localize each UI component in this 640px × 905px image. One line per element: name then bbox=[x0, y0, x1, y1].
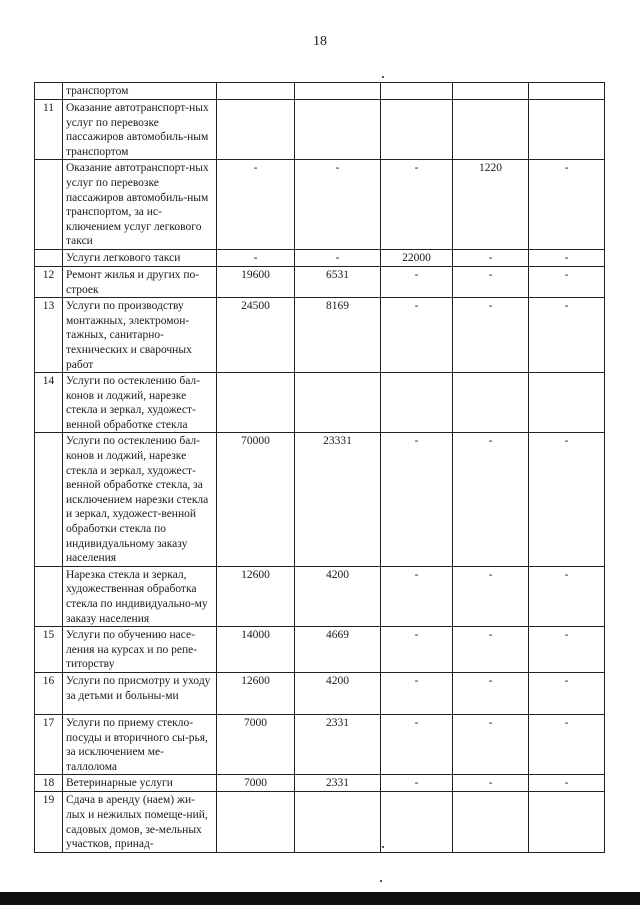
row-number bbox=[35, 83, 63, 100]
value-cell: - bbox=[295, 249, 381, 266]
value-cell: 8169 bbox=[295, 298, 381, 373]
value-cell bbox=[381, 792, 453, 852]
row-number: 16 bbox=[35, 672, 63, 714]
value-cell: 6531 bbox=[295, 266, 381, 297]
table-row bbox=[35, 298, 605, 373]
value-cell: - bbox=[529, 160, 605, 250]
table-row bbox=[35, 249, 605, 266]
value-cell bbox=[529, 100, 605, 160]
row-number bbox=[35, 249, 63, 266]
value-cell bbox=[381, 373, 453, 433]
value-cell bbox=[295, 100, 381, 160]
table-row bbox=[35, 373, 605, 433]
table-row bbox=[35, 566, 605, 626]
row-number: 19 bbox=[35, 792, 63, 852]
value-cell: 12600 bbox=[217, 566, 295, 626]
table-body bbox=[35, 83, 605, 853]
service-name: Услуги по приему стекло-посуды и вторичного сы-рья, за исключением ме-таллолома bbox=[63, 714, 217, 774]
value-cell: - bbox=[453, 672, 529, 714]
service-name: Ремонт жилья и других по-строек bbox=[63, 266, 217, 297]
table-row bbox=[35, 792, 605, 852]
table-row bbox=[35, 83, 605, 100]
value-cell: 7000 bbox=[217, 714, 295, 774]
table-row bbox=[35, 433, 605, 566]
value-cell: - bbox=[453, 433, 529, 566]
value-cell: - bbox=[453, 714, 529, 774]
services-table bbox=[34, 82, 605, 853]
service-name: Услуги легкового такси bbox=[63, 249, 217, 266]
row-number: 11 bbox=[35, 100, 63, 160]
value-cell: - bbox=[453, 266, 529, 297]
row-number: 14 bbox=[35, 373, 63, 433]
value-cell bbox=[217, 792, 295, 852]
value-cell bbox=[529, 792, 605, 852]
value-cell: 1220 bbox=[453, 160, 529, 250]
row-number: 13 bbox=[35, 298, 63, 373]
row-number: 17 bbox=[35, 714, 63, 774]
value-cell: 70000 bbox=[217, 433, 295, 566]
value-cell: - bbox=[381, 672, 453, 714]
value-cell: 22000 bbox=[381, 249, 453, 266]
value-cell: - bbox=[453, 627, 529, 673]
value-cell bbox=[295, 373, 381, 433]
scan-edge bbox=[0, 892, 640, 905]
value-cell: - bbox=[217, 249, 295, 266]
table-row bbox=[35, 100, 605, 160]
value-cell: - bbox=[529, 627, 605, 673]
row-number bbox=[35, 160, 63, 250]
value-cell: 4200 bbox=[295, 672, 381, 714]
value-cell: - bbox=[529, 298, 605, 373]
value-cell: - bbox=[529, 775, 605, 792]
value-cell: - bbox=[381, 566, 453, 626]
value-cell bbox=[453, 373, 529, 433]
value-cell bbox=[381, 83, 453, 100]
value-cell bbox=[217, 373, 295, 433]
value-cell: 4669 bbox=[295, 627, 381, 673]
scan-speck bbox=[380, 880, 382, 882]
value-cell: 7000 bbox=[217, 775, 295, 792]
row-number bbox=[35, 433, 63, 566]
table-row bbox=[35, 160, 605, 250]
value-cell bbox=[453, 792, 529, 852]
value-cell: 2331 bbox=[295, 775, 381, 792]
value-cell: - bbox=[217, 160, 295, 250]
value-cell bbox=[529, 83, 605, 100]
service-name: Оказание автотранспорт-ных услуг по перевозке пассажиров автомобиль-ным транспортом bbox=[63, 100, 217, 160]
service-name: Услуги по остеклению бал-конов и лоджий, нарезке стекла и зеркал, художест-венной обработке стекла bbox=[63, 373, 217, 433]
value-cell: - bbox=[295, 160, 381, 250]
value-cell: - bbox=[381, 714, 453, 774]
table-row bbox=[35, 627, 605, 673]
value-cell: - bbox=[381, 266, 453, 297]
service-name: Нарезка стекла и зеркал, художественная обработка стекла по индивидуально-му заказу населения bbox=[63, 566, 217, 626]
value-cell: 24500 bbox=[217, 298, 295, 373]
value-cell: 4200 bbox=[295, 566, 381, 626]
scan-speck bbox=[382, 846, 384, 848]
value-cell bbox=[453, 83, 529, 100]
service-name: Оказание автотранспорт-ных услуг по перевозке пассажиров автомобиль-ным транспортом, за ис-ключением услуг легкового такси bbox=[63, 160, 217, 250]
service-name: Ветеринарные услуги bbox=[63, 775, 217, 792]
value-cell: 14000 bbox=[217, 627, 295, 673]
table-row bbox=[35, 266, 605, 297]
value-cell: - bbox=[453, 298, 529, 373]
row-number bbox=[35, 566, 63, 626]
value-cell bbox=[217, 83, 295, 100]
value-cell bbox=[453, 100, 529, 160]
value-cell: - bbox=[529, 714, 605, 774]
value-cell: - bbox=[453, 566, 529, 626]
row-number: 15 bbox=[35, 627, 63, 673]
value-cell: - bbox=[381, 298, 453, 373]
value-cell: - bbox=[381, 775, 453, 792]
value-cell: 23331 bbox=[295, 433, 381, 566]
service-name: Услуги по присмотру и уходу за детьми и больны-ми bbox=[63, 672, 217, 714]
service-name: Услуги по производству монтажных, электромон-тажных, санитарно-технических и сварочных работ bbox=[63, 298, 217, 373]
table-row bbox=[35, 775, 605, 792]
value-cell bbox=[529, 373, 605, 433]
value-cell: - bbox=[529, 266, 605, 297]
service-name: Сдача в аренду (наем) жи-лых и нежилых помеще-ний, садовых домов, зе-мельных участков, принад- bbox=[63, 792, 217, 852]
value-cell bbox=[381, 100, 453, 160]
service-name: транспортом bbox=[63, 83, 217, 100]
value-cell: - bbox=[453, 249, 529, 266]
value-cell: 12600 bbox=[217, 672, 295, 714]
value-cell bbox=[295, 83, 381, 100]
value-cell: 19600 bbox=[217, 266, 295, 297]
row-number: 18 bbox=[35, 775, 63, 792]
value-cell: - bbox=[453, 775, 529, 792]
value-cell: - bbox=[381, 433, 453, 566]
scan-speck bbox=[382, 76, 384, 78]
value-cell bbox=[217, 100, 295, 160]
page-number: 18 bbox=[313, 34, 327, 49]
value-cell: - bbox=[381, 160, 453, 250]
value-cell bbox=[295, 792, 381, 852]
value-cell: - bbox=[529, 249, 605, 266]
table-row bbox=[35, 672, 605, 714]
table-row bbox=[35, 714, 605, 774]
service-name: Услуги по остеклению бал-конов и лоджий, нарезке стекла и зеркал, художест-венной обработке стекла, за исключением нарезки стекла и зеркал, художест-венной обработки стекла по индивидуальному заказу населения bbox=[63, 433, 217, 566]
value-cell: - bbox=[529, 433, 605, 566]
row-number: 12 bbox=[35, 266, 63, 297]
value-cell: - bbox=[529, 566, 605, 626]
value-cell: - bbox=[529, 672, 605, 714]
value-cell: - bbox=[381, 627, 453, 673]
value-cell: 2331 bbox=[295, 714, 381, 774]
service-name: Услуги по обучению насе-ления на курсах и по репе-титорству bbox=[63, 627, 217, 673]
